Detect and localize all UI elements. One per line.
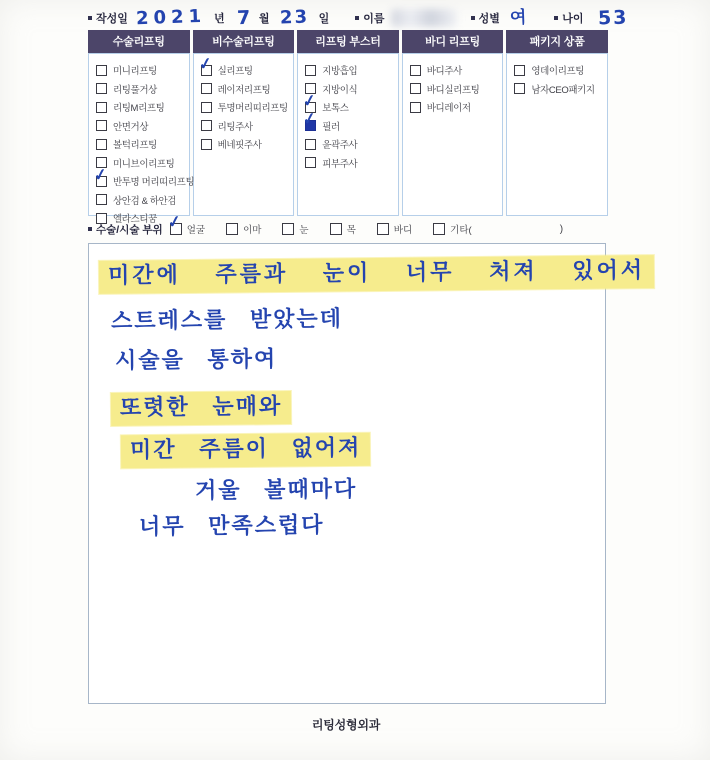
date-month-handwritten: 7 [236, 6, 251, 29]
bullet-icon [88, 16, 92, 20]
checkbox-item[interactable] [410, 61, 503, 80]
checkbox-label: 지방이식 [322, 84, 358, 96]
checkbox-item[interactable] [305, 61, 398, 80]
checkbox-label: 바디주사 [426, 66, 462, 78]
checkbox-icon[interactable] [201, 83, 212, 94]
checkbox-icon[interactable] [410, 83, 421, 94]
checkbox-item[interactable] [201, 80, 294, 99]
gender-label: 성별 [478, 13, 500, 25]
treatment-area-options [163, 212, 564, 236]
checkbox-item[interactable] [96, 191, 189, 210]
checkbox-icon[interactable] [433, 223, 445, 235]
checkbox-label: 반투명 머리띠리프팅 [113, 177, 195, 189]
checkbox-item[interactable] [301, 91, 398, 117]
checkbox-label: 미니리프팅 [113, 66, 157, 78]
checkbox-item[interactable] [410, 80, 503, 99]
area-option[interactable] [433, 222, 472, 236]
column-box [88, 53, 195, 226]
area-option-label: 이마 [243, 225, 262, 236]
name-value-redacted [391, 9, 456, 27]
pen-checkmark-icon: ✓ [301, 110, 318, 130]
checkbox-label: 투명머리띠리프팅 [217, 103, 288, 115]
column-box [193, 53, 295, 216]
clinic-name: 리팅성형외과 [311, 718, 381, 732]
handwritten-note-line: 또렷한 눈매와 [111, 391, 292, 426]
checkbox-item[interactable] [96, 98, 189, 117]
checkbox-icon[interactable] [305, 65, 316, 76]
checkbox-icon[interactable] [282, 223, 294, 235]
age-label: 나이 [562, 13, 584, 25]
area-option[interactable] [226, 222, 261, 236]
checkbox-item[interactable] [305, 135, 398, 154]
close-paren-label: ) [559, 223, 564, 235]
bullet-icon [88, 227, 92, 231]
checkbox-label: 상안검 & 하안검 [113, 195, 177, 207]
checkbox-item[interactable] [96, 154, 189, 173]
column-box [402, 53, 504, 216]
column-title: 수술리프팅 [88, 30, 190, 53]
procedure-column [297, 30, 399, 216]
pen-checkmark-icon: ✓ [92, 165, 109, 185]
checkbox-label: 필러 [322, 121, 340, 133]
checkbox-item[interactable] [197, 54, 294, 80]
checkbox-item[interactable] [201, 135, 294, 154]
area-option[interactable] [166, 212, 206, 236]
checkbox-item[interactable] [305, 80, 398, 99]
checkbox-label: 안면거상 [113, 121, 149, 133]
checkbox-item[interactable] [96, 80, 189, 99]
column-title: 바디 리프팅 [402, 30, 504, 53]
handwritten-note-line: 스트레스를 받았는데 [110, 306, 344, 335]
area-option-label: 기타( [450, 225, 472, 236]
form-header [88, 5, 628, 31]
checkbox-label: 바디레이저 [426, 103, 471, 115]
checkbox-label: 볼턱리프팅 [113, 140, 157, 152]
checkbox-item[interactable] [201, 98, 294, 117]
handwritten-note-line: 미간에 주름과 눈이 너무 처져 있어서 [99, 255, 654, 294]
checkbox-item[interactable] [96, 61, 189, 80]
procedure-column [193, 30, 295, 216]
checkbox-label: 리팅M리프팅 [113, 103, 165, 115]
checkbox-label: 레이저리프팅 [217, 84, 271, 96]
handwritten-note-line: 너무 만족스럽다 [138, 513, 325, 540]
checkbox-icon[interactable] [377, 223, 389, 235]
checkbox-icon[interactable] [301, 110, 318, 131]
column-title: 비수술리프팅 [193, 30, 295, 53]
checkbox-item[interactable] [96, 135, 189, 154]
age-value-handwritten: 53 [597, 5, 629, 30]
checkbox-item[interactable] [514, 80, 607, 99]
year-unit-label: 년 [214, 13, 225, 25]
area-option-label: 바디 [393, 225, 413, 236]
checkbox-icon[interactable] [197, 54, 214, 76]
month-unit-label: 월 [258, 13, 270, 25]
checkbox-icon[interactable] [96, 120, 107, 131]
checkbox-icon[interactable] [226, 223, 238, 235]
checkbox-label: 남자CEO패키지 [531, 84, 595, 96]
checkbox-label: 지방흡입 [322, 66, 358, 78]
checkbox-icon[interactable] [96, 194, 107, 205]
area-option[interactable] [377, 222, 412, 236]
handwritten-note-line: 거울 볼때마다 [194, 477, 358, 504]
day-unit-label: 일 [318, 13, 330, 25]
checkbox-icon[interactable] [410, 65, 421, 76]
bullet-icon [355, 16, 359, 20]
handwritten-note-line: 미간 주름이 없어져 [121, 433, 371, 469]
checkbox-item[interactable] [410, 98, 503, 117]
bullet-icon [471, 16, 475, 20]
area-option[interactable] [282, 222, 308, 236]
checkbox-icon[interactable] [92, 165, 109, 187]
checkbox-icon[interactable] [96, 102, 107, 113]
name-label: 이름 [363, 13, 385, 25]
checkbox-icon[interactable] [305, 139, 316, 150]
procedure-column [402, 30, 504, 216]
area-option-label: 목 [346, 225, 356, 236]
date-label: 작성일 [96, 13, 128, 25]
checkbox-icon[interactable] [514, 65, 525, 76]
area-option-label: 눈 [299, 225, 309, 236]
checkbox-icon[interactable] [410, 102, 421, 113]
checkbox-item[interactable] [201, 117, 294, 136]
date-day-handwritten: 23 [279, 6, 309, 29]
column-box [506, 53, 608, 216]
date-year-handwritten: 2021 [135, 5, 207, 30]
checkbox-icon[interactable] [201, 120, 212, 131]
pen-checkmark-icon: ✓ [197, 54, 214, 74]
checkbox-item[interactable] [514, 61, 607, 80]
checkbox-icon[interactable] [96, 65, 107, 76]
checkbox-label: 윤곽주사 [322, 140, 358, 152]
area-option-label: 얼굴 [186, 225, 206, 236]
column-title: 리프팅 부스터 [297, 30, 399, 53]
gender-value-handwritten: 여 [509, 7, 527, 28]
checkbox-icon[interactable] [514, 83, 525, 94]
handwritten-note-line: 시술을 통하여 [114, 347, 278, 374]
checkbox-icon[interactable] [96, 139, 107, 150]
checkbox-label: 리팅풀거상 [113, 84, 157, 96]
checkbox-item[interactable] [96, 117, 189, 136]
checkbox-label: 엘라스티꿈 [113, 214, 157, 226]
column-box [297, 53, 399, 216]
checkbox-label: 리팅주사 [217, 121, 253, 133]
procedure-column [506, 30, 608, 216]
checkbox-item[interactable] [92, 165, 195, 191]
pen-checkmark-icon: ✓ [166, 212, 183, 233]
handwritten-notes-box [88, 243, 646, 704]
checkbox-item[interactable] [305, 154, 398, 173]
column-title: 패키지 상품 [506, 30, 608, 53]
checkbox-icon[interactable] [96, 83, 107, 94]
bullet-icon [554, 16, 558, 20]
checkbox-label: 실리프팅 [217, 66, 253, 78]
treatment-area-row [88, 212, 608, 239]
checkbox-icon[interactable] [201, 139, 212, 150]
area-option[interactable] [330, 222, 356, 236]
checkbox-label: 피부주사 [322, 158, 358, 170]
procedure-column [88, 30, 195, 226]
checkbox-icon[interactable] [330, 223, 342, 235]
checkbox-label: 미니브이리프팅 [113, 158, 175, 170]
checkbox-label: 영데이리프팅 [531, 66, 585, 78]
pen-checkmark-icon: ✓ [301, 91, 318, 111]
checkbox-icon[interactable] [305, 157, 316, 168]
checkbox-item[interactable] [301, 110, 398, 136]
treatment-area-label: 수술/시술 부위 [96, 223, 163, 236]
checkbox-label: 보톡스 [322, 103, 349, 115]
checkbox-icon[interactable] [166, 212, 183, 235]
checkbox-label: 바디실리프팅 [426, 84, 480, 96]
procedure-columns [88, 30, 608, 226]
checkbox-icon[interactable] [201, 102, 212, 113]
checkbox-label: 베네핏주사 [217, 140, 262, 152]
